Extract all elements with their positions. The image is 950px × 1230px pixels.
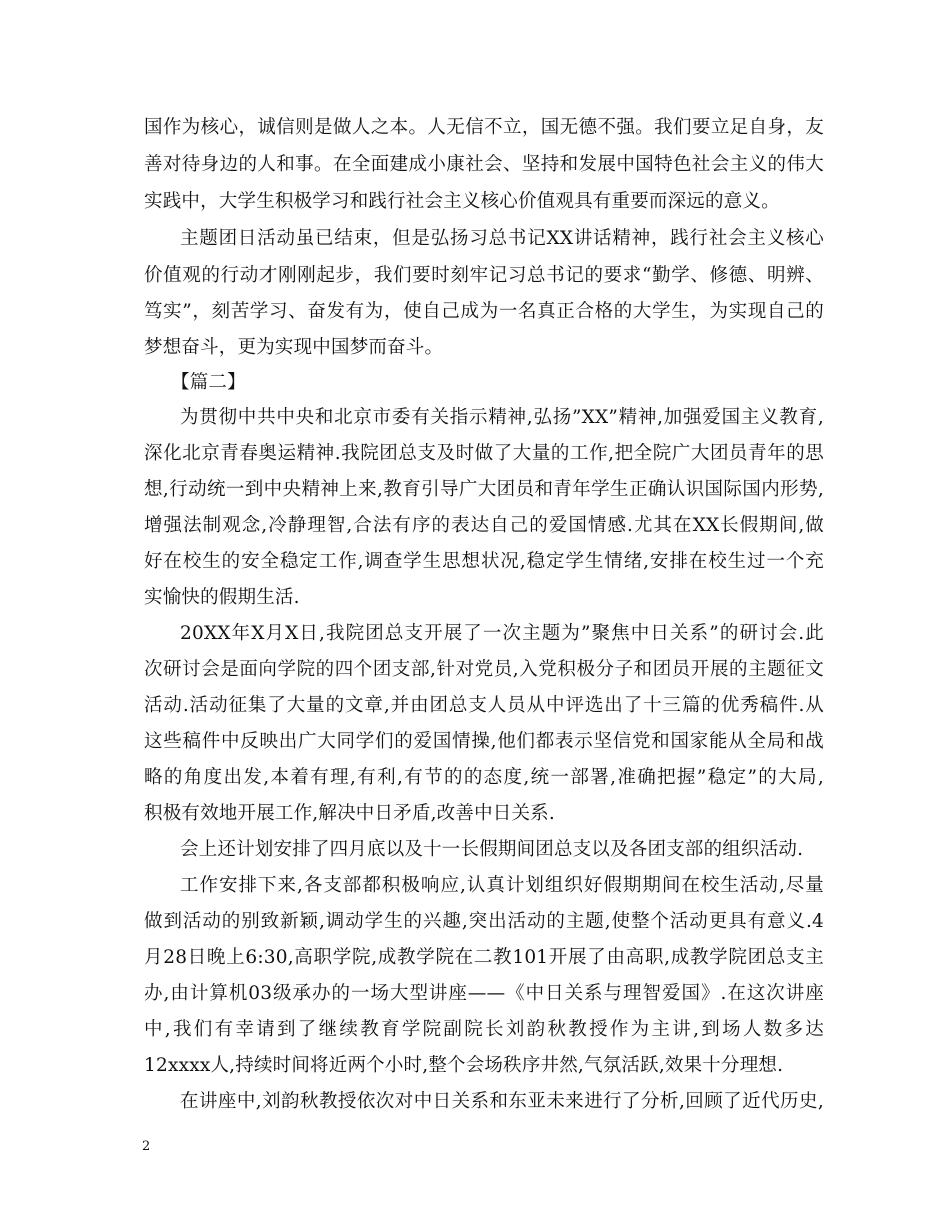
paragraph-line: 想,行动统一到中央精神上来,教育引导广大团员和青年学生正确认识国际国内形势,	[144, 479, 824, 500]
section-heading: 【篇二】	[171, 372, 246, 393]
paragraph-line: 主题团日活动虽已结束，但是弘扬习总书记XX讲话精神，践行社会主义核心	[180, 228, 824, 249]
paragraph-line: 国作为核心，诚信则是做人之本。人无信不立，国无德不强。我们要立足自身，友	[144, 117, 824, 138]
paragraph-line: 工作安排下来,各支部都积极响应,认真计划组织好假期期间在校生活动,尽量	[180, 875, 824, 896]
paragraph-line: 实愉快的假期生活.	[144, 587, 300, 608]
paragraph-line: 增强法制观念,冷静理智,合法有序的表达自己的爱国情感.尤其在XX长假期间,做	[144, 515, 824, 536]
paragraph-line: 20XX年X月X日,我院团总支开展了一次主题为”聚焦中日关系”的研讨会.此	[180, 623, 824, 644]
paragraph-line: 这些稿件中反映出广大同学们的爱国情操,他们都表示坚信党和国家能从全局和战	[144, 731, 824, 752]
paragraph-line: 梦想奋斗，更为实现中国梦而奋斗。	[144, 337, 444, 358]
paragraph-line: 中,我们有幸请到了继续教育学院副院长刘韵秋教授作为主讲,到场人数多达	[144, 1019, 824, 1040]
paragraph-line: 办,由计算机03级承办的一场大型讲座——《中日关系与理智爱国》.在这次讲座	[144, 983, 824, 1004]
paragraph-line: 实践中，大学生积极学习和践行社会主义核心价值观具有重要而深远的意义。	[144, 191, 780, 212]
paragraph-line: 笃实”，刻苦学习、奋发有为，使自己成为一名真正合格的大学生，为实现自己的	[144, 301, 824, 322]
paragraph-line: 在讲座中,刘韵秋教授依次对中日关系和东亚未来进行了分析,回顾了近代历史,	[180, 1091, 824, 1112]
paragraph-line: 活动.活动征集了大量的文章,并由团总支人员从中评选出了十三篇的优秀稿件.从	[144, 695, 824, 716]
paragraph-line: 善对待身边的人和事。在全面建成小康社会、坚持和发展中国特色社会主义的伟大	[144, 154, 824, 175]
paragraph-line: 做到活动的别致新颖,调动学生的兴趣,突出活动的主题,使整个活动更具有意义.4	[144, 911, 824, 932]
paragraph-line: 价值观的行动才刚刚起步，我们要时刻牢记习总书记的要求“勤学、修德、明辨、	[144, 265, 824, 286]
paragraph-line: 积极有效地开展工作,解决中日矛盾,改善中日关系.	[144, 803, 555, 824]
paragraph-line: 好在校生的安全稳定工作,调查学生思想状况,稳定学生情绪,安排在校生过一个充	[144, 551, 824, 572]
paragraph-line: 月28日晚上6:30,高职学院,成教学院在二教101开展了由高职,成教学院团总支主	[144, 947, 824, 968]
paragraph-line: 次研讨会是面向学院的四个团支部,针对党员,入党积极分子和团员开展的主题征文	[144, 659, 824, 680]
page-number: 2	[142, 1139, 151, 1154]
paragraph-line: 会上还计划安排了四月底以及十一长假期间团总支以及各团支部的组织活动.	[180, 839, 804, 860]
paragraph-line: 深化北京青春奥运精神.我院团总支及时做了大量的工作,把全院广大团员青年的思	[144, 443, 824, 464]
paragraph-line: 略的角度出发,本着有理,有利,有节的的态度,统一部署,准确把握”稳定”的大局,	[144, 767, 824, 788]
paragraph-line: 为贯彻中共中央和北京市委有关指示精神,弘扬”XX”精神,加强爱国主义教育,	[180, 407, 824, 428]
paragraph-line: 12xxxx人,持续时间将近两个小时,整个会场秩序井然,气氛活跃,效果十分理想.	[144, 1055, 784, 1076]
